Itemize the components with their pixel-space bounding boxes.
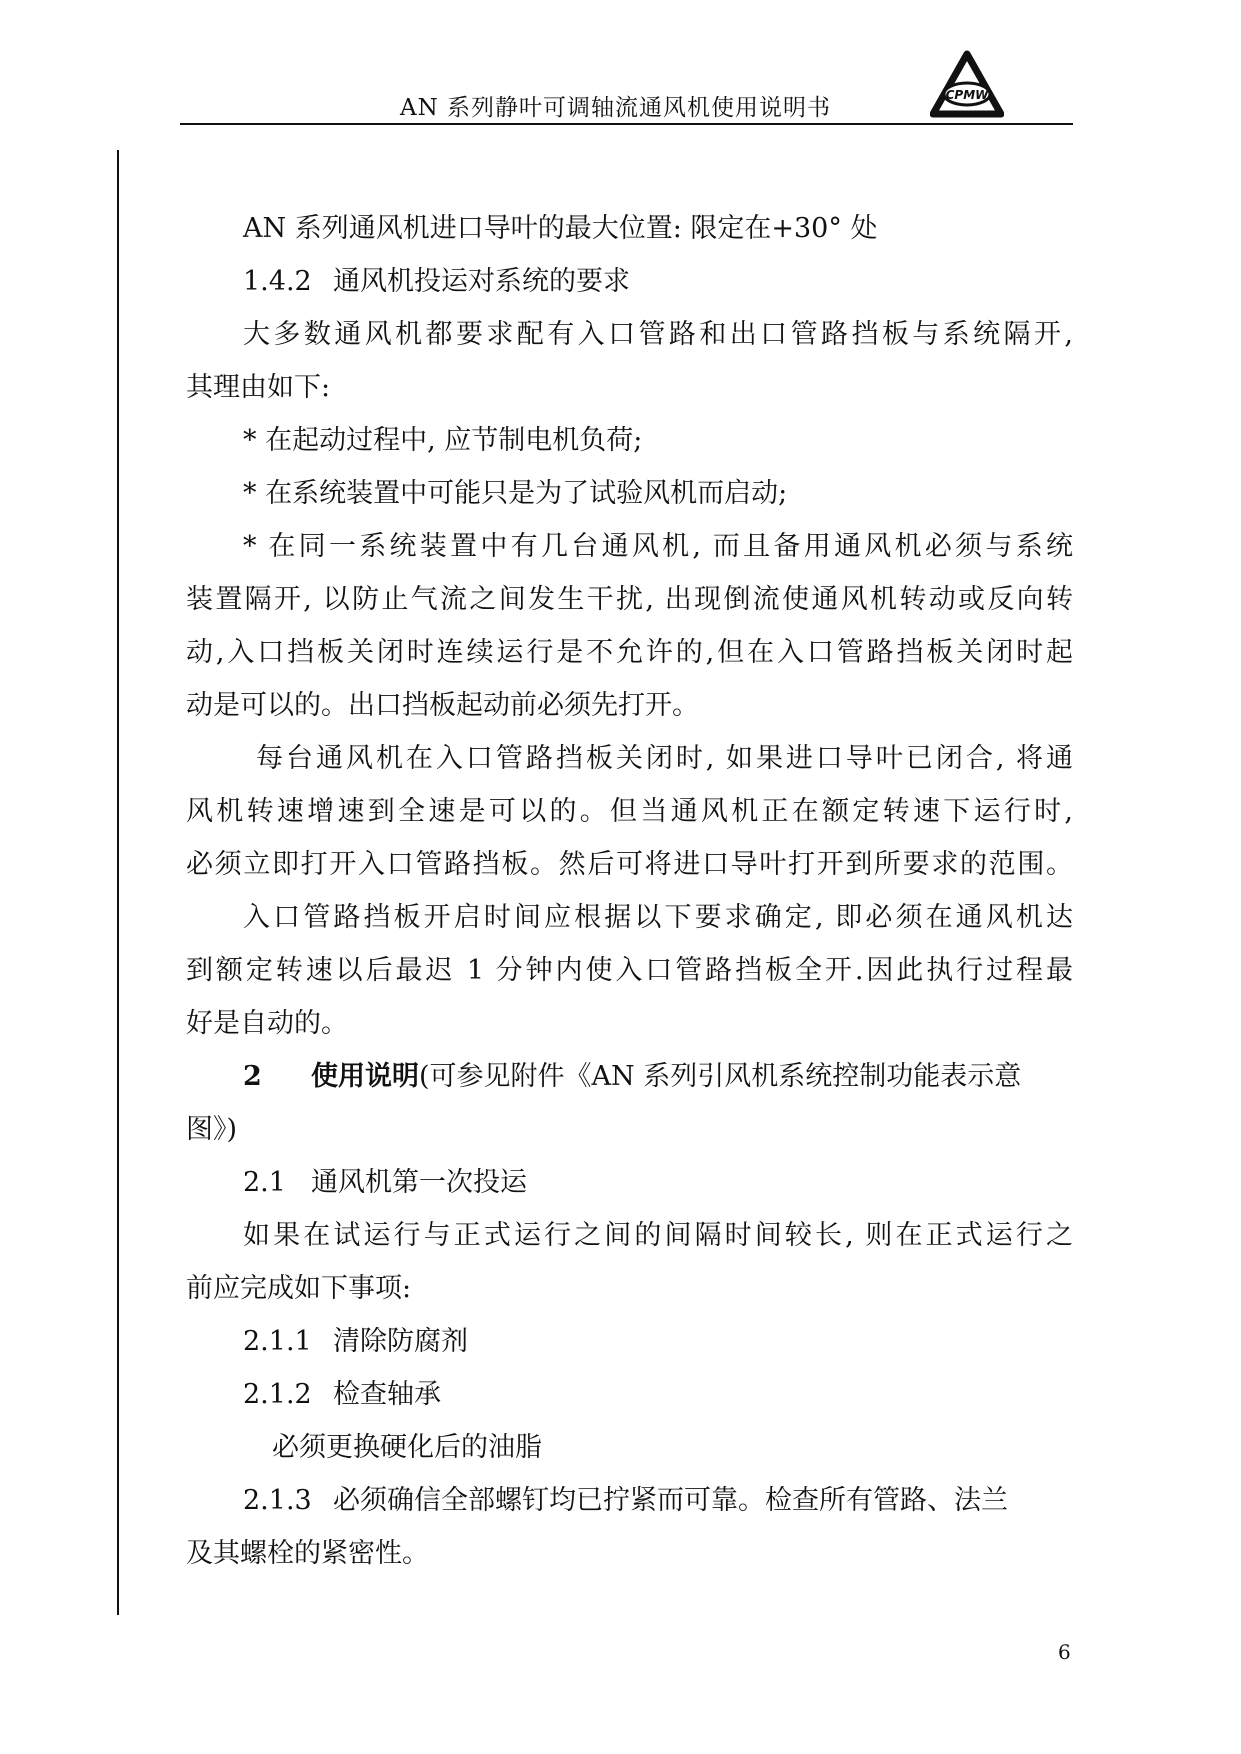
section-title: 清除防腐剂	[333, 1326, 468, 1357]
section-title: 使用说明	[311, 1061, 419, 1092]
section-title: 通风机投运对系统的要求	[333, 266, 630, 297]
paragraph-line: AN 系列通风机进口导叶的最大位置: 限定在+30° 处	[243, 213, 878, 244]
section-number: 2.1	[243, 1167, 286, 1198]
paragraph-line: 入口管路挡板开启时间应根据以下要求确定, 即必须在通风机达	[243, 902, 1073, 933]
section-heading-2-1-2	[243, 1379, 441, 1411]
section-title: 通风机第一次投运	[311, 1167, 527, 1198]
paragraph-line: 风机转速增速到全速是可以的。但当通风机正在额定转速下运行时,	[186, 796, 1073, 827]
paragraph-line: 其理由如下:	[186, 372, 331, 403]
page-number: 6	[1058, 1640, 1071, 1664]
section-title: 必须确信全部螺钉均已拧紧而可靠。检查所有管路、法兰	[333, 1485, 1008, 1516]
paragraph-line: 图》)	[186, 1114, 238, 1145]
paragraph-line: 如果在试运行与正式运行之间的间隔时间较长, 则在正式运行之	[243, 1220, 1073, 1251]
paragraph-line: 必须更换硬化后的油脂	[272, 1432, 542, 1463]
paragraph-line: 到额定转速以后最迟 1 分钟内使入口管路挡板全开.因此执行过程最	[186, 955, 1073, 986]
section-heading-2-1-3	[243, 1485, 1008, 1517]
section-title: 检查轴承	[333, 1379, 441, 1410]
section-number: 2.1.2	[243, 1379, 312, 1410]
paragraph-line: 好是自动的。	[186, 1008, 348, 1039]
section-heading-1-4-2	[243, 266, 630, 298]
section-number: 1.4.2	[243, 266, 312, 297]
paragraph-line: 前应完成如下事项:	[186, 1273, 412, 1304]
company-logo-icon	[930, 50, 1004, 120]
bullet-item: * 在系统装置中可能只是为了试验风机而启动;	[243, 478, 788, 509]
section-note: (可参见附件《AN 系列引风机系统控制功能表示意	[419, 1061, 1022, 1092]
section-number: 2	[243, 1061, 262, 1092]
section-number: 2.1.3	[243, 1485, 312, 1516]
header-rule	[180, 123, 1073, 125]
logo-text: CPMW	[945, 88, 989, 102]
paragraph-line: 动,入口挡板关闭时连续运行是不允许的,但在入口管路挡板关闭时起	[186, 637, 1073, 668]
paragraph-line: 及其螺栓的紧密性。	[186, 1538, 429, 1569]
section-heading-2	[243, 1061, 1021, 1093]
section-heading-2-1	[243, 1167, 527, 1199]
paragraph-line: 每台通风机在入口管路挡板关闭时, 如果进口导叶已闭合, 将通	[256, 743, 1073, 774]
bullet-item: * 在起动过程中, 应节制电机负荷;	[243, 425, 643, 456]
section-number: 2.1.1	[243, 1326, 312, 1357]
paragraph-line: 大多数通风机都要求配有入口管路和出口管路挡板与系统隔开,	[243, 319, 1073, 350]
header-title: AN 系列静叶可调轴流通风机使用说明书	[400, 95, 832, 121]
section-heading-2-1-1	[243, 1326, 468, 1358]
bullet-item: * 在同一系统装置中有几台通风机, 而且备用通风机必须与系统	[243, 531, 1073, 562]
binding-margin-line	[117, 150, 119, 1615]
paragraph-line: 必须立即打开入口管路挡板。然后可将进口导叶打开到所要求的范围。	[186, 849, 1073, 880]
paragraph-line: 动是可以的。出口挡板起动前必须先打开。	[186, 690, 699, 721]
paragraph-line: 装置隔开, 以防止气流之间发生干扰, 出现倒流使通风机转动或反向转	[186, 584, 1073, 615]
